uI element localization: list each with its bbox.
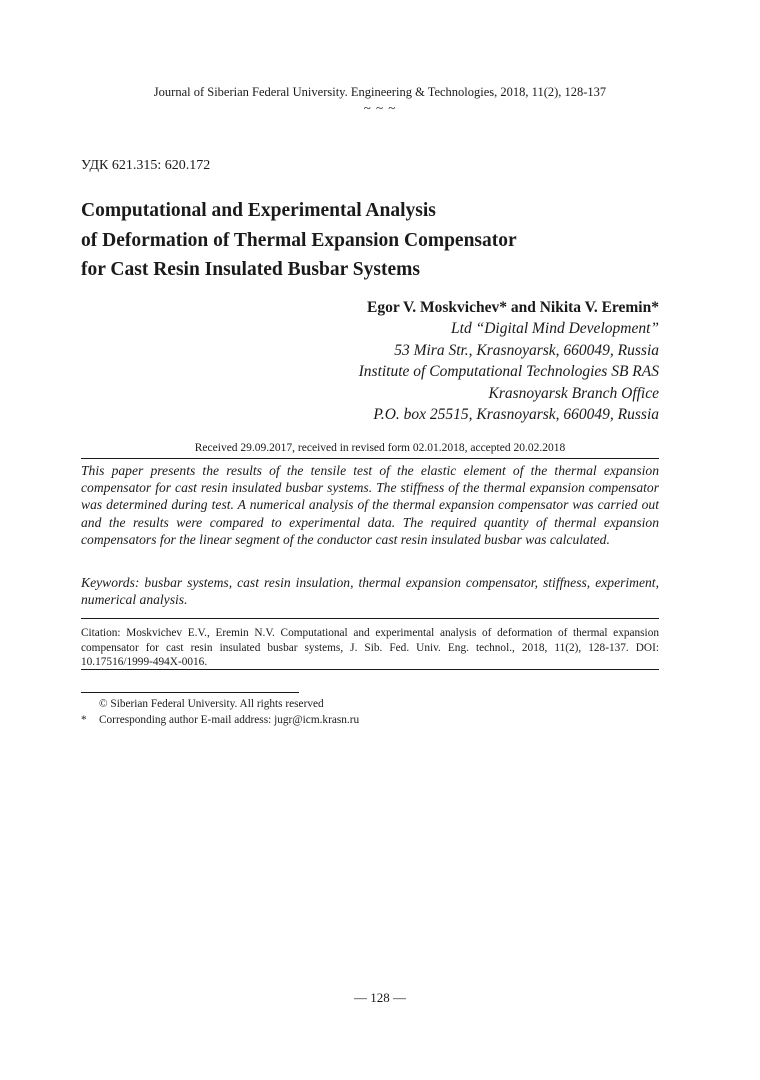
affiliation-line-3: Institute of Computational Technologies SB RAS bbox=[358, 363, 659, 381]
affiliation-line-2: 53 Mira Str., Krasnoyarsk, 660049, Russia bbox=[394, 341, 659, 359]
article-title bbox=[81, 196, 517, 285]
keywords: Keywords: busbar systems, cast resin insulation, thermal expansion compensator, stiffness, experiment, numerical analysis. bbox=[81, 575, 659, 608]
author-names: Egor V. Moskvichev* and Nikita V. Eremin* bbox=[367, 299, 659, 316]
author-block bbox=[359, 297, 659, 425]
title-line-2: of Deformation of Thermal Expansion Compensator bbox=[81, 229, 517, 251]
footnote-corresponding bbox=[81, 714, 359, 726]
affiliation-line-4: Krasnoyarsk Branch Office bbox=[488, 384, 659, 402]
received-dates: Received 29.09.2017, received in revised form 02.01.2018, accepted 20.02.2018 bbox=[194, 442, 566, 454]
divider-citation-bottom bbox=[81, 669, 659, 670]
footnote-rule bbox=[81, 692, 299, 693]
affiliation-line-1: Ltd “Digital Mind Development” bbox=[451, 320, 659, 338]
copyright-text: © Siberian Federal University. All rights reserved bbox=[99, 698, 324, 710]
udk-code: УДК 621.315: 620.172 bbox=[81, 158, 211, 173]
page-number: — 128 — bbox=[354, 990, 406, 1005]
journal-header: Journal of Siberian Federal University. Engineering & Technologies, 2018, 11(2), 128-137 bbox=[153, 85, 607, 99]
title-line-3: for Cast Resin Insulated Busbar Systems bbox=[81, 259, 420, 280]
divider-top bbox=[81, 458, 659, 459]
divider-citation-top bbox=[81, 618, 659, 619]
corresponding-author-email: Corresponding author E-mail address: jugr@icm.krasn.ru bbox=[99, 714, 360, 726]
citation: Citation: Moskvichev E.V., Eremin N.V. Computational and experimental analysis of deformation of thermal expansion compensator for cast resin insulated busbar systems, J. Sib. Fed. Univ. Eng. technol., 2018, 11(2), 128-137. DOI: 10.17516/1999-494X-0016. bbox=[81, 627, 659, 669]
footnote-copyright bbox=[81, 698, 324, 710]
footnote-star: * bbox=[81, 714, 87, 726]
title-line-1: Computational and Experimental Analysis bbox=[81, 200, 436, 221]
abstract: This paper presents the results of the tensile test of the elastic element of the thermal expansion compensator for cast resin insulated busbar systems. The stiffness of the thermal expansion compensator was determined during test. A numerical analysis of the thermal expansion compensator was carried out and the results were compared to experimental data. The required quantity of thermal expansion compensators for the linear segment of the conductor cast resin insulated busbar was calculated. bbox=[81, 463, 659, 547]
header-ornament: ~ ~ ~ bbox=[363, 100, 397, 115]
affiliation-line-5: P.O. box 25515, Krasnoyarsk, 660049, Russia bbox=[373, 406, 659, 424]
